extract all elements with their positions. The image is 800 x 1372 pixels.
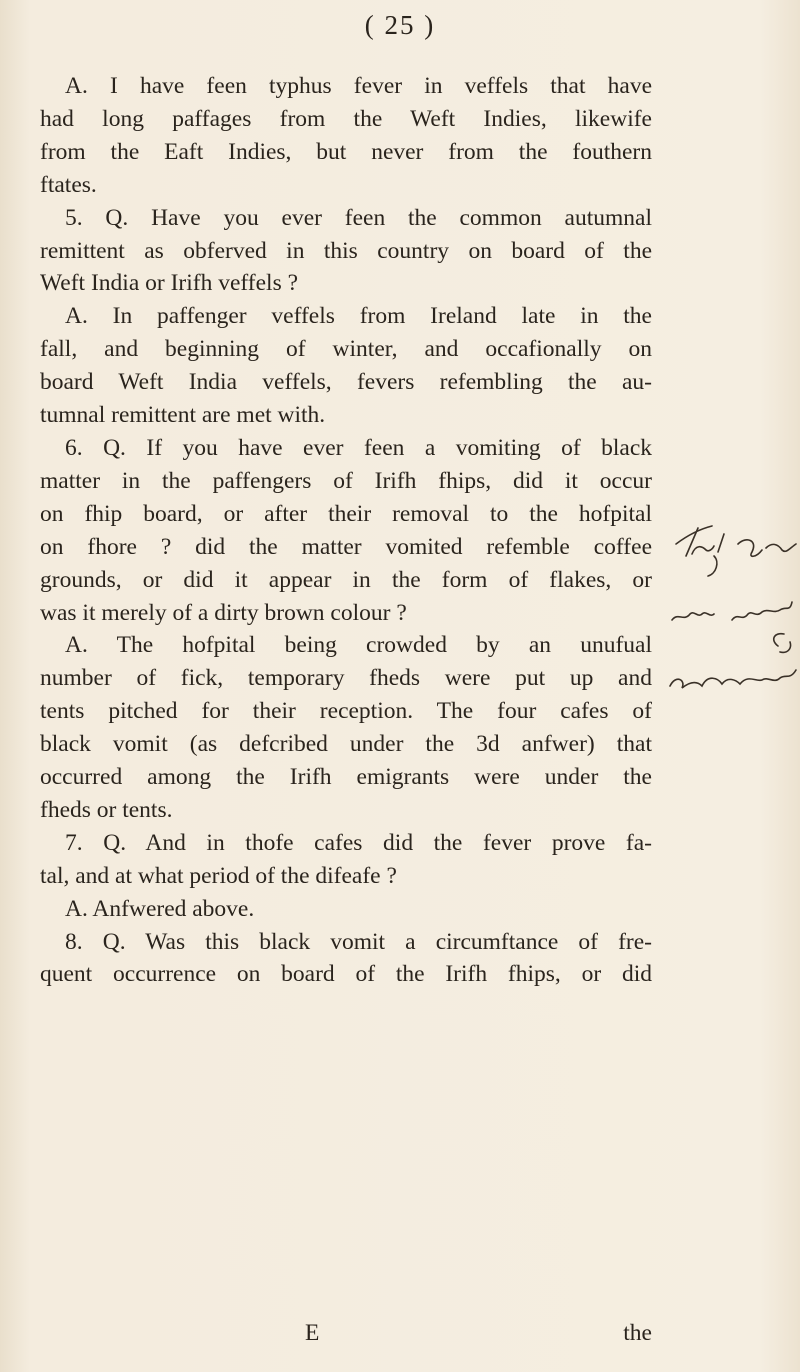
text-line: number of fick, temporary fheds were put up and: [40, 665, 652, 692]
text-line: 6. Q. If you have ever feen a vomiting of black: [65, 434, 652, 461]
text-line: A. The hofpital being crowded by an unufual: [65, 632, 652, 659]
text-line: fheds or tents.: [40, 796, 173, 823]
text-line: ftates.: [40, 171, 97, 198]
handwritten-annotation: [662, 514, 798, 714]
text-line: from the Eaft Indies, but never from the fouthern: [40, 138, 652, 165]
text-line: 8. Q. Was this black vomit a circumftance of fre-: [65, 928, 652, 955]
text-line: on fhore ? did the matter vomited refemble coffee: [40, 533, 652, 560]
signature-mark: E: [305, 1320, 320, 1346]
text-line: A. In paffenger veffels from Ireland late in the: [65, 303, 652, 330]
text-line: occurred among the Irifh emigrants were under the: [40, 764, 652, 791]
text-line: Weft India or Irifh veffels ?: [40, 270, 299, 297]
text-line: A. I have feen typhus fever in veffels that have: [65, 73, 652, 99]
text-line: grounds, or did it appear in the form of flakes, or: [40, 566, 652, 593]
text-line: 7. Q. And in thofe cafes did the fever prove fa-: [65, 829, 652, 856]
text-line: black vomit (as defcribed under the 3d anfwer) that: [40, 731, 652, 758]
text-line: A. Anfwered above.: [65, 895, 255, 922]
catchword: the: [623, 1320, 652, 1346]
text-line: board Weft India veffels, fevers refembling the au-: [40, 369, 652, 396]
text-line: tents pitched for their reception. The four cafes of: [40, 698, 652, 725]
text-line: tal, and at what period of the difeafe ?: [40, 862, 397, 889]
text-line: fall, and beginning of winter, and occafionally on: [40, 336, 652, 363]
text-line: had long paffages from the Weft Indies, likewife: [40, 105, 652, 132]
text-line: 5. Q. Have you ever feen the common autumnal: [65, 204, 652, 231]
text-line: was it merely of a dirty brown colour ?: [40, 599, 407, 626]
body-text: [40, 70, 652, 991]
text-line: matter in the paffengers of Irifh fhips, did it occur: [40, 467, 652, 494]
text-line: remittent as obferved in this country on board of the: [40, 237, 652, 264]
page-number: ( 25 ): [364, 10, 436, 40]
text-line: tumnal remittent are met with.: [40, 402, 326, 429]
text-line: on fhip board, or after their removal to the hofpital: [40, 500, 652, 527]
text-line: quent occurrence on board of the Irifh fhips, or did: [40, 961, 652, 988]
